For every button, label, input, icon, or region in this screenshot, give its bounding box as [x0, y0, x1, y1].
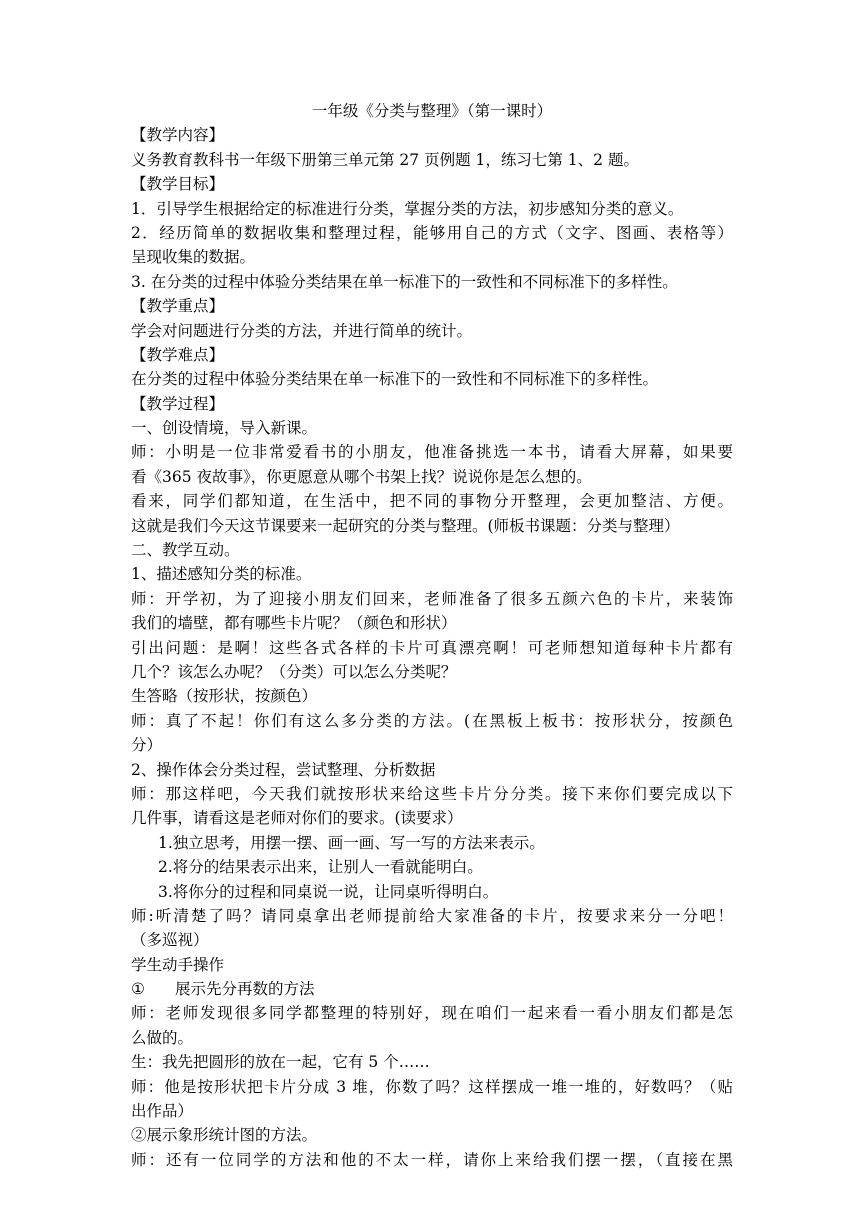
paragraph-2-line-1: 看来，同学们都知道，在生活中，把不同的事物分开整理，会更加整洁、方便。 — [131, 492, 733, 511]
key-point-text: 学会对问题进行分类的方法，并进行简单的统计。 — [131, 321, 473, 340]
step-2-heading: 2、操作体会分类过程，尝试整理、分析数据 — [131, 760, 436, 779]
list-item-1 — [131, 977, 733, 1001]
list-item-2: ②展示象形统计图的方法。 — [131, 1126, 318, 1145]
goal-3: 3. 在分类的过程中体验分类结果在单一标准下的一致性和不同标准下的多样性。 — [131, 272, 678, 291]
heading-teaching-content: 【教学内容】 — [131, 126, 225, 145]
part-2-heading: 二、教学互动。 — [131, 541, 240, 560]
heading-difficulty: 【教学难点】 — [131, 345, 225, 364]
paragraph-4-line-2: 几个？该怎么办呢？（分类）可以怎么分类呢？ — [131, 662, 457, 681]
list-item-1-text: 展示先分再数的方法 — [175, 980, 315, 999]
paragraph-10-line-2: 么做的。 — [131, 1028, 194, 1047]
paragraph-12-line-2: 出作品） — [131, 1102, 194, 1121]
teaching-content-text: 义务教育教科书一年级下册第三单元第 27 页例题 1，练习七第 1、2 题。 — [131, 150, 639, 169]
document-page — [131, 99, 733, 1172]
difficulty-text: 在分类的过程中体验分类结果在单一标准下的一致性和不同标准下的多样性。 — [131, 370, 659, 389]
goal-2-line-2: 呈现收集的数据。 — [131, 248, 256, 267]
paragraph-6-line-1: 师：真了不起！你们有这么多分类的方法。(在黑板上板书：按形状分，按颜色 — [131, 711, 733, 730]
paragraph-12-line-1: 师：他是按形状把卡片分成 3 堆，你数了吗？这样摆成一堆一堆的，好数吗？（贴 — [131, 1077, 733, 1096]
paragraph-3-line-2: 我们的墙壁，都有哪些卡片呢？（颜色和形状） — [131, 614, 457, 633]
paragraph-1-line-1: 师：小明是一位非常爱看书的小朋友，他准备挑选一本书，请看大屏幕，如果要 — [131, 443, 733, 462]
paragraph-7-line-1: 师：那这样吧，今天我们就按形状来给这些卡片分分类。接下来你们要完成以下 — [131, 784, 733, 803]
paragraph-7-line-2: 几件事，请看这是老师对你们的要求。(读要求） — [131, 809, 463, 828]
paragraph-2-line-2: 这就是我们今天这节课要来一起研究的分类与整理。(师板书课题：分类与整理） — [131, 516, 680, 535]
paragraph-3-line-1: 师：开学初，为了迎接小朋友们回来，老师准备了很多五颜六色的卡片，来装饰 — [131, 589, 733, 608]
heading-teaching-goals: 【教学目标】 — [131, 175, 225, 194]
requirement-3: 3.将你分的过程和同桌说一说，让同桌听得明白。 — [158, 882, 499, 901]
paragraph-9: 学生动手操作 — [131, 955, 225, 974]
list-item-1-marker: ① — [131, 980, 145, 999]
document-title: 一年级《分类与整理》（第一课时） — [311, 102, 553, 120]
paragraph-1-line-2: 看《365 夜故事》，你更愿意从哪个书架上找？说说你是怎么想的。 — [131, 467, 592, 486]
paragraph-8-line-2: （多巡视） — [131, 931, 209, 950]
paragraph-11: 生：我先把圆形的放在一起，它有 5 个…… — [131, 1053, 430, 1072]
heading-key-point: 【教学重点】 — [131, 297, 225, 316]
paragraph-5: 生答略（按形状，按颜色） — [131, 687, 318, 706]
heading-teaching-process: 【教学过程】 — [131, 394, 225, 413]
paragraph-6-line-2: 分） — [131, 736, 163, 755]
paragraph-10-line-1: 师：老师发现很多同学都整理的特别好，现在咱们一起来看一看小朋友们都是怎 — [131, 1004, 733, 1023]
requirement-2: 2.将分的结果表示出来，让别人一看就能明白。 — [158, 858, 483, 877]
paragraph-4-line-1: 引出问题：是啊！这些各式各样的卡片可真漂亮啊！可老师想知道每种卡片都有 — [131, 638, 733, 657]
paragraph-13-line-1: 师：还有一位同学的方法和他的不太一样，请你上来给我们摆一摆，（直接在黑 — [131, 1150, 733, 1169]
goal-1: 1．引导学生根据给定的标准进行分类，掌握分类的方法，初步感知分类的意义。 — [131, 199, 684, 218]
paragraph-8-line-1: 师:听清楚了吗？请同桌拿出老师提前给大家准备的卡片，按要求来分一分吧！ — [131, 906, 733, 925]
requirement-1: 1.独立思考，用摆一摆、画一画、写一写的方法来表示。 — [158, 833, 545, 852]
part-1-heading: 一、创设情境，导入新课。 — [131, 419, 318, 438]
goal-2-line-1: 2．经历简单的数据收集和整理过程，能够用自己的方式（文字、图画、表格等） — [131, 223, 733, 242]
step-1-heading: 1、描述感知分类的标准。 — [131, 565, 312, 584]
